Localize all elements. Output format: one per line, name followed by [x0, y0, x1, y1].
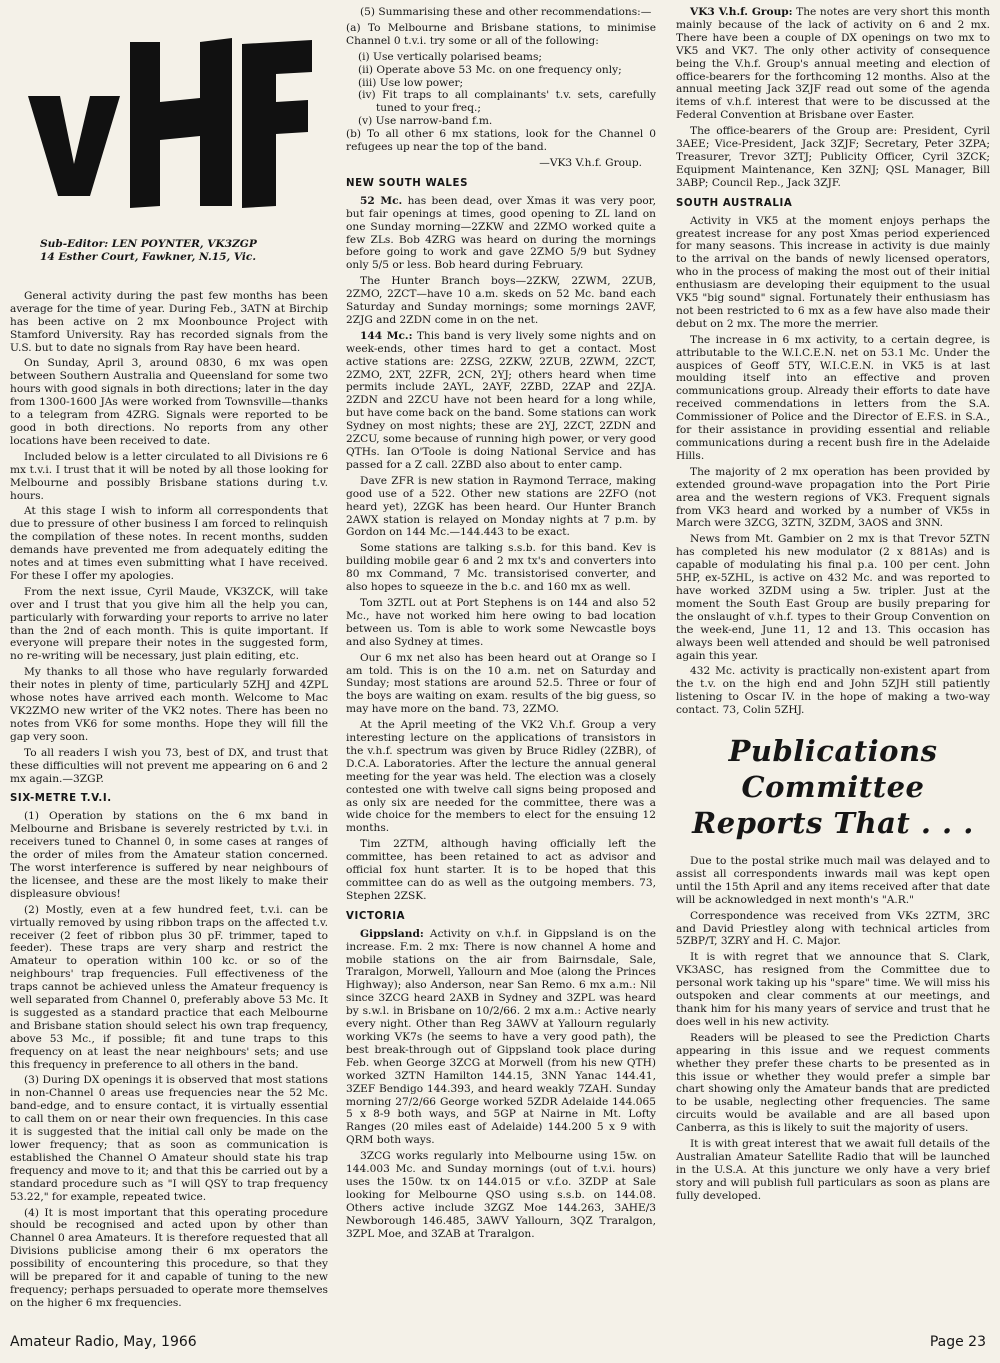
paragraph	[346, 330, 656, 472]
paragraph-lead: 144 Mc.:	[360, 329, 413, 342]
paragraph: General activity during the past few months has been average for the time of year. During Feb., 3ATN at Birchip has been active on 2 mx Moonbounce Project with Stamford University. Ray has recorded signals from the U.S. but to date no signals from Ray have been heard.	[10, 289, 328, 354]
paragraph: Readers will be pleased to see the Prediction Charts appearing in this issue and we request comments whether they prefer these charts to be presented as in this issue or whether they would prefer a simple bar chart showing only the Amateur bands that are predicted to be usable, neglecting other frequencies. The same circuits would be available and are all based upon Canberra, as this is likely to suit the majority of users.	[676, 1031, 990, 1135]
list-item: (v) Use narrow-band f.m.	[358, 115, 493, 128]
subeditor-credit	[40, 238, 328, 264]
paragraph: Our 6 mx net also has been heard out at Orange so I am told. This is on the 10 a.m. net on Saturday and Sunday; most stations are around 52.5. Three or four of the boys are waiting on exam. results of the big guess, so may have more on the band. 73, 2ZMO.	[346, 651, 656, 716]
title-line: Reports That . . .	[692, 806, 974, 841]
list-item: (i) Use vertically polarised beams;	[358, 50, 542, 63]
list-item: (iii) Use low power;	[358, 76, 464, 89]
paragraph: (2) Mostly, even at a few hundred feet, t.v.i. can be virtually removed by using ribbon traps on the affected t.v. receiver (2 feet of ribbon plus 30 pF. trimmer, taped to feeder). These traps are very sharp and restrict the Amateur to operation within 100 kc. or so of the neighbours' trap frequencies. Full effectiveness of the traps cannot be achieved unless the Amateur frequency is well separated from Channel 0, preferably above 53 Mc. It is suggested as a standard practice that each Melbourne and Brisbane station should select his own trap frequency, above 53 Mc., if possible; fit and tune traps to this frequency on at least the near neighbours' sets; and use this frequency in preference to all others in the band.	[10, 903, 328, 1071]
paragraph: Correspondence was received from VKs 2ZTM, 3RC and David Priestley along with technical articles from 5ZBP/T, 3ZRY and H. C. Major.	[676, 909, 990, 948]
list-item: (ii) Operate above 53 Mc. on one frequency only;	[358, 63, 622, 76]
section-heading-victoria: VICTORIA	[346, 910, 406, 922]
paragraph: 432 Mc. activity is practically non-existent apart from the t.v. on the high end and John 5ZJH still patiently listening to Oscar IV. in the hope of making a two-way contact. 73, Colin 5ZHJ.	[676, 665, 990, 717]
paragraph: From the next issue, Cyril Maude, VK3ZCK, will take over and I trust that you give him all the help you can, particularly with forwarding your reports to arrive no later than the 2nd of each month. This is quite important. If everyone will prepare their notes in the suggested form, no re-writing will be necessary, just plain editing, etc.	[10, 585, 328, 663]
paragraph: My thanks to all those who have regularly forwarded their notes in plenty of time, particularly 5ZHJ and 4ZPL whose notes have arrived each month. Welcome to Mac VK2ZMO new writer of the VK2 notes. There has been no notes from VK6 for some months. Hope they will fill the gap very soon.	[10, 666, 328, 743]
paragraph: Tom 3ZTL out at Port Stephens is on 144 and also 52 Mc., have not worked him here owing to bad location between us. Tom is able to work some Newcastle boys and also Sydney at times.	[346, 596, 656, 648]
paragraph: 3ZCG works regularly into Melbourne using 15w. on 144.003 Mc. and Sunday mornings (out of t.v.i. hours) uses the 150w. tx on 144.015 or v.f.o. 3ZDP at Sale looking for Melbourne QSO using s.s.b. on 144.08. Others active include 3ZGZ Moe 144.263, 3AHE/3 Newborough 146.485, 3AWV Yallourn, 3QZ Traralgon, 3ZPL Moe, and 3ZAB at Traralgon.	[346, 1150, 656, 1240]
paragraph: Due to the postal strike much mail was delayed and to assist all correspondents inwards mail was kept open until the 15th April and any items received after that date will be acknowledged in next month's "A.R."	[676, 855, 990, 906]
paragraph-lead: VK3 V.h.f. Group:	[690, 6, 793, 18]
paragraph: (b) To all other 6 mx stations, look for the Channel 0 refugees up near the top of the band.	[346, 128, 656, 154]
signature: —VK3 V.h.f. Group.	[539, 156, 642, 169]
paragraph: It is with great interest that we await full details of the Australian Amateur Satellite Radio that will be launched in the U.S.A. At this juncture we only have a very brief story and will publish full particulars as soon as plans are fully developed.	[676, 1138, 990, 1202]
paragraph-lead: Gippsland:	[360, 927, 424, 940]
paragraph: Activity in VK5 at the moment enjoys perhaps the greatest increase for any post Xmas period experienced for many seasons. This increase in activity is due mainly to the arrival on the bands of newly licensed operators, who in the process of making the most out of their initial enthusiasm are developing their equipment to the usual VK5 "big sound" signal. Fortunately their enthusiasm has not been restricted to 6 mx as a few have also made their debut on 2 mx. The more the merrier.	[676, 214, 990, 330]
paragraph: It is with regret that we announce that S. Clark, VK3ASC, has resigned from the Committee due to personal work taking up his "spare" time. We will miss his outspoken and clear comments at our meetings, and thank him for his many years of service and trust that he does well in his new activity.	[676, 951, 990, 1028]
paragraph: The increase in 6 mx activity, to a certain degree, is attributable to the W.I.C.E.N. net on 53.1 Mc. Under the auspices of Geoff 5TY, W.I.C.E.N. in VK5 is at last moulding itself into an effective and proven communications group. Already their efforts to date have received commendations in letters from the S.A. Commissioner of Police and the Director of E.F.S. in S.A., for their assistance in providing essential and reliable communications during a recent bush fire in the Adelaide Hills.	[676, 333, 990, 462]
column-3	[676, 6, 990, 1336]
paragraph-body: The notes are very short this month mainly because of the lack of activity on 6 and 2 mx. There have been a couple of DX openings on two mx to VK5 and VK7. The only other activity of consequence being the V.h.f. Group's annual meeting and election of office-bearers for the forthcoming 12 months. Also at the annual meeting Jack 3ZJF read out some of the agenda items of v.h.f. interest that were to be discussed at the Federal Convention at Brisbane over Easter.	[676, 6, 990, 122]
publications-committee-title	[676, 733, 990, 841]
paragraph: News from Mt. Gambier on 2 mx is that Trevor 5ZTN has completed his new modulator (2 x 881As) and is capable of modulating his final p.a. 100 per cent. John 5HP, ex-5ZHL, is active on 432 Mc. and was reported to have worked 3ZDM using a 5w. tripler. Just at the moment the South East Group are busily preparing for the onslaught of v.h.f. types to their Group Convention on the week-end, June 11, 12 and 13. This occasion has always been well attended and should be well patronised again this year.	[676, 533, 990, 662]
section-heading-nsw: NEW SOUTH WALES	[346, 177, 469, 189]
subeditor-address: 14 Esther Court, Fawkner, N.15, Vic.	[40, 250, 257, 263]
column-1	[10, 6, 328, 1336]
list-item: (iv) Fit traps to all complainants' t.v. sets, carefully tuned to your freq.;	[358, 89, 656, 115]
title-line: Publications Committee	[728, 734, 938, 805]
paragraph: (a) To Melbourne and Brisbane stations, to minimise Channel 0 t.v.i. try some or all of the following:	[346, 21, 656, 47]
paragraph-body: Activity on v.h.f. in Gippsland is on the increase. F.m. 2 mx: There is now channel A home and mobile stations on the air from Bairnsdale, Sale, Traralgon, Morwell, Yallourn and Moe (along the Princes Highway); also Anderson, near San Remo. 6 mx a.m.: Nil since 3ZCG heard 2AXB in Sydney and 3ZPL was heard by s.w.l. in Brisbane on 10/2/66. 2 mx a.m.: Active nearly every night. Other than Reg 3AWV at Yallourn regularly working VK7s (he seems to have a very good path), the best break-through out of Gippsland took place during Feb. when George 3ZCG at Morwell (from his new QTH) worked 3ZTN Hamilton 144.15, 3NN Yanac 144.41, 3ZEF Bendigo 144.393, and heard weakly 7ZAH. Sunday morning 27/2/66 George worked 5ZDR Adelaide 144.065 5 x 8-9 both ways, and 5GP at Nairne in Mt. Lofty Ranges (20 miles east of Adelaide) 144.200 5 x 9 with QRM both ways.	[346, 927, 656, 1147]
paragraph-body: has been dead, over Xmas it was very poor, but fair openings at times, good opening to ZL land on one Sunday morning—2ZKW and 2ZMO worked quite a few ZLs. Bob 4ZRG was heard on during the mornings before going to work and gave 2ZMO 5/9 but Sydney only 5/5 or less. Bob heard during February.	[346, 194, 656, 272]
paragraph: (4) It is most important that this operating procedure should be recognised and acted upon by other than Channel 0 area Amateurs. It is therefore requested that all Divisions publicise among their 6 mx operators the possibility of encountering this procedure, so that they will be prepared for it and capable of tuning to the new frequency; perhaps persuaded to operate more themselves on the higher 6 mx frequencies.	[10, 1206, 328, 1309]
vhf-logo	[10, 36, 320, 216]
subeditor-name: Sub-Editor: LEN POYNTER, VK3ZGP	[40, 237, 257, 250]
paragraph: (1) Operation by stations on the 6 mx band in Melbourne and Brisbane is severely restricted by t.v.i. in receivers tuned to Channel 0, in some cases at ranges of the order of miles from the Amateur station concerned. The worst interference is suffered by near neighbours of the licensee, and these are the most likely to make their displeasure obvious!	[10, 810, 328, 900]
footer-publication: Amateur Radio, May, 1966	[10, 1334, 197, 1350]
paragraph: At the April meeting of the VK2 V.h.f. Group a very interesting lecture on the applications of transistors in the v.h.f. spectrum was given by Bruce Ridley (2ZBR), of D.C.A. Laboratories. After the lecture the annual general meeting for the year was held. The election was a closely contested one with twelve call signs being proposed and as only six are needed for the committee, there was a wide choice for the members to elect for the ensuing 12 months.	[346, 719, 656, 835]
paragraph-body: This band is very lively some nights and on week-ends, other times hard to get a contact. Most active stations are: 2ZSG, 2ZKW, 2ZUB, 2ZWM, 2ZCT, 2ZMO, 2XT, 2ZFR, 2CN, 2YJ; others heard when time permits include 2AYL, 2AYF, 2ZBD, 2ZAP and 2ZJA. 2ZDN and 2ZCU have not been heard for a long while, but have come back on the band. Some stations can work Sydney on most nights; these are 2YJ, 2ZCT, 2ZDN and 2ZCU, some because of running high power, or very good QTHs. Ian O'Toole is doing National Service and has passed for a Z call. 2ZBD also about to enter camp.	[346, 329, 656, 471]
paragraph: On Sunday, April 3, around 0830, 6 mx was open between Southern Australia and Queensland for some two hours with good signals in both directions; later in the day from 1300-1600 JAs were worked from Townsville—thanks to a telegram from 4ZRG. Signals were reported to be good in both directions. No reports from any other locations have been received to date.	[10, 357, 328, 447]
paragraph: (3) During DX openings it is observed that most stations in non-Channel 0 areas use frequencies near the 52 Mc. band-edge, and to ensure contact, it is virtually essential to call them on or near their own frequencies. In this case it is suggested that the initial call only be made on the lower frequency; that as soon as communication is established the Channel O Amateur should state his trap frequency and move to it; and that this be carried out by a standard procedure such as "I will QSY to trap frequency 53.22," for example, repeated twice.	[10, 1074, 328, 1203]
column-2	[346, 6, 656, 1336]
footer-page-number: Page 23	[929, 1334, 986, 1350]
recommendation-list	[346, 51, 656, 128]
paragraph: Some stations are talking s.s.b. for this band. Kev is building mobile gear 6 and 2 mx tx's and converters into 80 mx Command, 7 Mc. transistorised converter, and also hopes to squeeze in the b.c. and 160 mx as well.	[346, 542, 656, 594]
paragraph: At this stage I wish to inform all correspondents that due to pressure of other business I am forced to relinquish the compilation of these notes. In recent months, sudden demands have prevented me from adequately editing the notes and at times even submitting what I have received. For these I offer my apologies.	[10, 505, 328, 582]
paragraph: The office-bearers of the Group are: President, Cyril 3AEE; Vice-President, Jack 3ZJF; Secretary, Peter 3ZPA; Treasurer, Trevor 3ZTJ; Publicity Officer, Cyril 3ZCK; Equipment Maintenance, Ken 3ZNJ; QSL Manager, Bill 3ABP; Council Rep., Jack 3ZJF.	[676, 125, 990, 189]
paragraph: The Hunter Branch boys—2ZKW, 2ZWM, 2ZUB, 2ZMO, 2ZCT—have 10 a.m. skeds on 52 Mc. band each Saturday and Sunday mornings; some mornings 2AVF, 2ZJG and 2ZDN come in on the net.	[346, 275, 656, 326]
section-heading-south-australia: SOUTH AUSTRALIA	[676, 197, 793, 209]
paragraph: Included below is a letter circulated to all Divisions re 6 mx t.v.i. I trust that it will be noted by all those looking for Melbourne and possibly Brisbane stations during t.v. hours.	[10, 450, 328, 502]
paragraph: To all readers I wish you 73, best of DX, and trust that these difficulties will not prevent me appearing on 6 and 2 mx again.—3ZGP.	[10, 746, 328, 785]
paragraph	[346, 195, 656, 272]
paragraph-lead: 52 Mc.	[360, 194, 403, 207]
paragraph	[346, 928, 656, 1147]
paragraph: The majority of 2 mx operation has been provided by extended ground-wave propagation into the Port Pirie area and the western regions of VK3. Frequent signals from VK3 heard and worked by a number of VK5s in March were 3ZCG, 3ZTN, 3ZDM, 3AOS and 3NN.	[676, 465, 990, 530]
section-heading-six-metre-tvi: SIX-METRE T.V.I.	[10, 793, 112, 805]
paragraph: Dave ZFR is new station in Raymond Terrace, making good use of a 522. Other new stations are 2ZFO (not heard yet), 2ZGK has been heard. Our Hunter Branch 2AWX station is relayed on Monday nights at 7 p.m. by Gordon on 144 Mc.—144.443 to be exact.	[346, 474, 656, 539]
paragraph	[676, 6, 990, 122]
paragraph: Tim 2ZTM, although having officially left the committee, has been retained to act as advisor and official fox hunt starter. It is to be hoped that this committee can do as well as the outgoing members. 73, Stephen 2ZSK.	[346, 838, 656, 902]
paragraph: (5) Summarising these and other recommendations:—	[360, 6, 652, 18]
